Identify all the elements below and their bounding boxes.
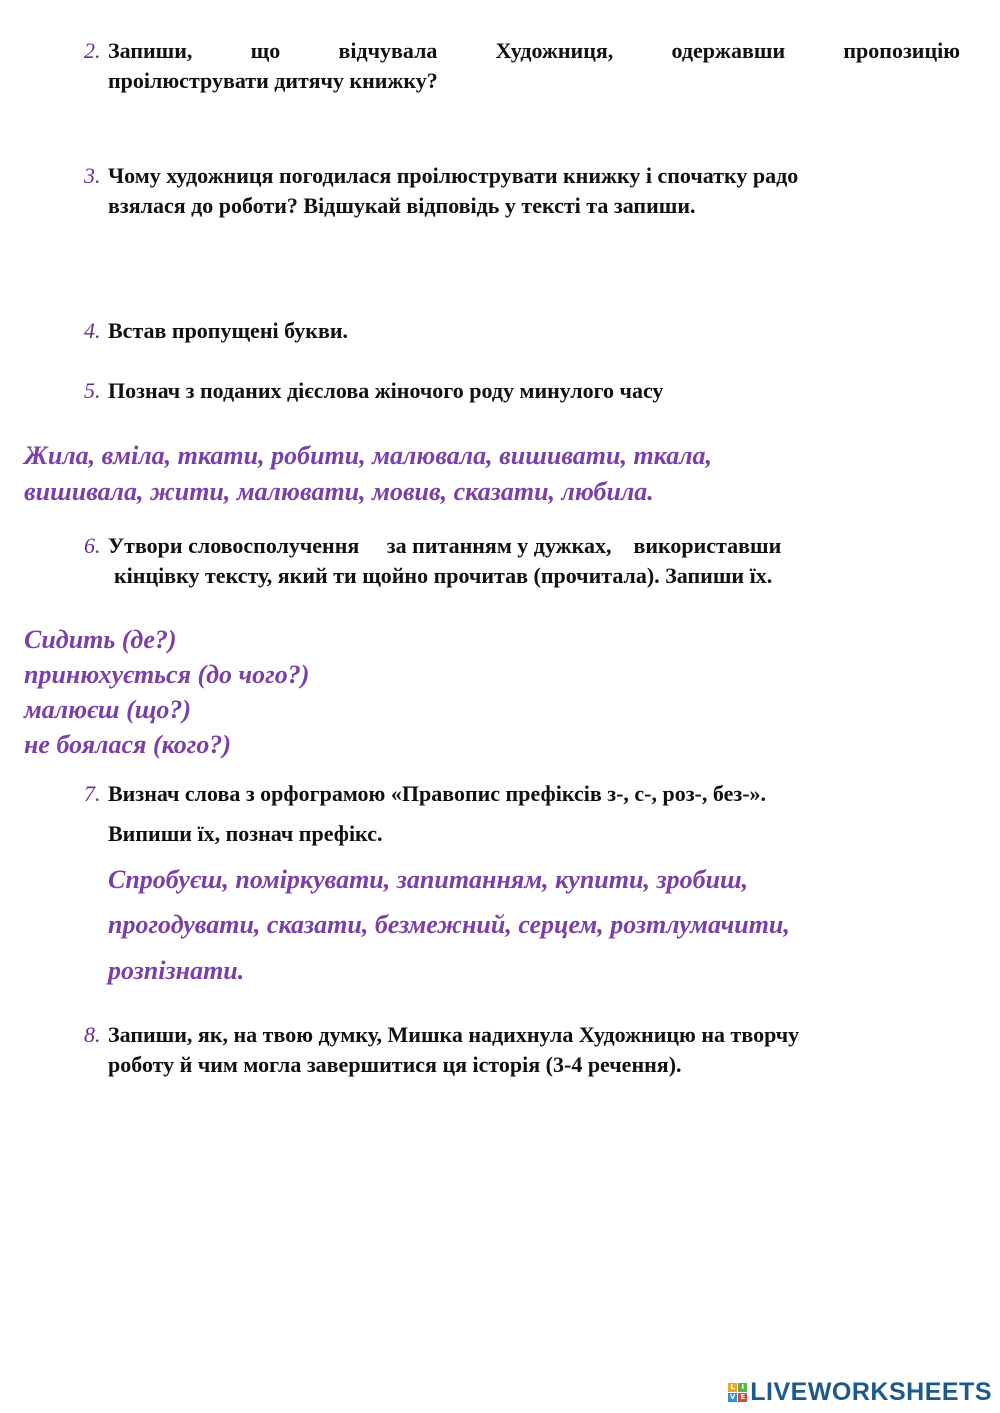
task-8-line-2: роботу й чим могла завершитися ця історія (3-4 речення). (108, 1052, 682, 1077)
word: Художниця, (495, 38, 614, 63)
task-3-line-2: взялася до роботи? Відшукай відповідь у тексті та запиши. (108, 193, 696, 218)
prefix-words-line-2: прогодувати, сказати, безмежний, серцем, розтлумачити, (108, 910, 790, 939)
prefix-words-line-3: розпізнати. (108, 956, 245, 985)
task-7-line-2: Випиши їх, познач префікс. (108, 821, 383, 846)
task-3-line-1: Чому художниця погодилася проілюструвати книжку і спочатку радо (108, 163, 799, 188)
task-number: 5. (84, 378, 101, 403)
prefix-words-line-1: Спробуєш, поміркувати, запитанням, купити, зробиш, (108, 865, 749, 894)
task-4-line-1: Встав пропущені букви. (108, 318, 349, 343)
word: що (250, 38, 281, 63)
task-8-line-1: Запиши, як, на твою думку, Мишка надихнула Художницю на творчу (108, 1022, 800, 1047)
task-7-line-1: Визнач слова з орфограмою «Правопис префіксів з-, с-, роз-, без-». (108, 781, 767, 806)
task-number: 6. (84, 533, 101, 558)
word: Запиши, (108, 38, 193, 63)
task-5-line-1: Познач з поданих дієслова жіночого роду минулого часу (108, 378, 664, 403)
task-number: 4. (84, 318, 101, 343)
task-2-line-2: проілюструвати дитячу книжку? (108, 68, 438, 93)
phrase-item: не боялася (кого?) (24, 730, 232, 759)
verb-list-line-1: Жила, вміла, ткати, робити, малювала, вишивати, ткала, (24, 441, 713, 470)
task-number: 8. (84, 1022, 101, 1047)
task-4 (84, 316, 960, 346)
task-2 (84, 36, 960, 96)
task-5 (84, 376, 960, 406)
logo-squares-icon: L I V E (728, 1383, 747, 1402)
phrase-item: Сидить (де?) (24, 625, 177, 654)
liveworksheets-logo (728, 1378, 992, 1407)
task-8 (84, 1020, 960, 1080)
task-6 (84, 531, 960, 591)
task-6-line-2: кінцівку тексту, який ти щойно прочитав (прочитала). Запиши їх. (114, 563, 773, 588)
task-2-line-1 (108, 36, 960, 66)
task-number: 7. (84, 781, 101, 806)
verb-list-line-2: вишивала, жити, малювати, мовив, сказати, любила. (24, 477, 654, 506)
task-7 (84, 779, 960, 849)
task-6-line-1: Утвори словосполучення за питанням у дужках, використавши (108, 533, 782, 558)
phrase-item: принюхується (до чого?) (24, 660, 310, 689)
word: одержавши (671, 38, 786, 63)
word: пропозицію (843, 38, 961, 63)
word: відчувала (338, 38, 438, 63)
phrase-item: малюєш (що?) (24, 695, 192, 724)
brand-name: LIVEWORKSHEETS (750, 1378, 992, 1406)
task-number: 3. (84, 163, 101, 188)
task-number: 2. (84, 38, 101, 63)
task-3 (84, 161, 960, 221)
